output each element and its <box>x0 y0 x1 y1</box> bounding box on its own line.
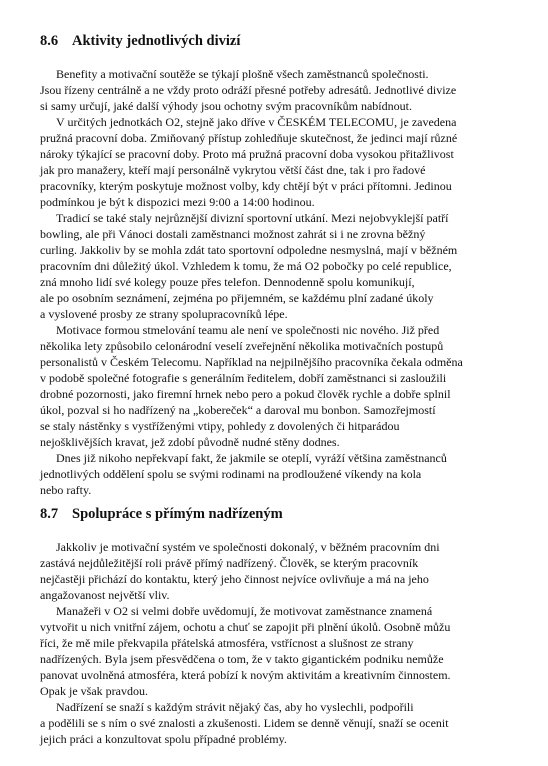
text-line: si samy určují, jaké další výhody jsou ochotny svým pracovníkům nabídnout. <box>40 99 412 113</box>
text-line: jednotlivých oddělení spolu se svými rodinami na prodloužené víkendy na kola <box>40 467 422 481</box>
text-line: nejošklivějších kravat, jež zdobí původně nudné stěny dodnes. <box>40 435 340 449</box>
text-line: nejčastěji přichází do kontaktu, který jeho činnost nejvíce ovlivňuje a má na jeho <box>40 572 429 586</box>
text-line: Dnes již nikoho nepřekvapí fakt, že jakmile se oteplí, vyráží většina zaměstnanců <box>56 451 447 465</box>
text-line: a vyslovené prosby ze strany spolupracovníků lépe. <box>40 307 288 321</box>
paragraph <box>40 699 506 747</box>
paragraph <box>40 322 506 450</box>
text-line: Benefity a motivační soutěže se týkají plošně všech zaměstnanců společnosti. <box>56 67 429 81</box>
text-line: V určitých jednotkách O2, stejně jako dříve v ČESKÉM TELECOMU, je zavedena <box>56 115 457 129</box>
paragraph <box>40 210 506 322</box>
paragraph <box>40 114 506 210</box>
text-line: zastává nejdůležitější roli právě přímý nadřízený. Člověk, se kterým pracovník <box>40 556 419 570</box>
section-title: Spolupráce s přímým nadřízeným <box>72 506 283 522</box>
section-title: Aktivity jednotlivých divizí <box>72 33 241 49</box>
text-line: curling. Jakkoliv by se mohla zdát tato sportovní odpoledne nesmyslná, mají v běžném <box>40 243 458 257</box>
text-line: drobné pozornosti, jako firemní hrnek nebo pero a pokud člověk rychle a dobře splnil <box>40 387 451 401</box>
text-line: personalistů v Českém Telecomu. Například na nejpilnějšího pracovníka čekala odměna <box>40 355 463 369</box>
section-body-8-6 <box>40 66 506 498</box>
section-heading-8-7 <box>40 506 283 523</box>
paragraph <box>40 539 506 603</box>
section-heading-8-6 <box>40 33 240 50</box>
text-line: ale po osobním seznámení, zejména po přijemném, se každému plní zadané úkoly <box>40 291 434 305</box>
text-line: Opak je však pravdou. <box>40 684 148 698</box>
text-line: jak pro manažery, kteří mají personálně vykrytou větší část dne, tak i pro řadové <box>40 163 426 177</box>
text-line: panovat uvolněná atmosféra, která pobízí k novým aktivitám a kreativním činnostem. <box>40 668 451 682</box>
text-line: říci, že mě mile překvapila přátelská atmosféra, vstřícnost a slušnost ze strany <box>40 636 414 650</box>
text-line: a podělili se s ním o své znalosti a zkušenosti. Lidem se denně věnují, snaží se ocenit <box>40 716 449 730</box>
text-line: podmínkou je být k dispozici mezi 9:00 a 14:00 hodinou. <box>40 195 315 209</box>
text-line: úkol, pozval si ho nadřízený na „kobereček“ a daroval mu bonbon. Samozřejmostí <box>40 403 436 417</box>
paragraph <box>40 66 506 114</box>
section-number: 8.7 <box>40 506 59 522</box>
text-line: angažovanost největší vliv. <box>40 588 170 602</box>
paragraph <box>40 450 506 498</box>
text-line: jejich práci a konzultovat spolu případné problémy. <box>40 732 287 746</box>
text-line: Jakkoliv je motivační systém ve společnosti dokonalý, v běžném pracovním dni <box>56 540 440 554</box>
paragraph <box>40 603 506 699</box>
text-line: Tradicí se také staly nejrůznější divizní sportovní utkání. Mezi nejobvyklejší patří <box>56 211 449 225</box>
text-line: se staly nástěnky s vystříženými vtipy, pohledy z dovolených či hitparádou <box>40 419 400 433</box>
text-line: pracovním dni důležitý úkol. Vzhledem k tomu, že má O2 pobočky po celé republice, <box>40 259 452 273</box>
text-line: zná mnoho lidí své kolegy pouze přes telefon. Dennodenně spolu komunikují, <box>40 275 415 289</box>
text-line: vytvořit u nich vnitřní zájem, ochotu a chuť se zapojit při plnění úkolů. Osobně můžu <box>40 620 451 634</box>
text-line: v podobě společné fotografie s generálním ředitelem, dobří zaměstnanci si zasloužili <box>40 371 447 385</box>
section-body-8-7 <box>40 539 506 747</box>
text-line: nároky týkající se pracovní doby. Proto má pružná pracovní doba vysokou přitažlivost <box>40 147 454 161</box>
text-line: pracovníky, kterým poskytuje možnost volby, kdy chtějí být v práci přítomni. Jedinou <box>40 179 452 193</box>
text-line: několika lety způsobilo celonárodní veselí zveřejnění několika motivačních postupů <box>40 339 444 353</box>
text-line: Nadřízení se snaží s každým strávit nějaký čas, aby ho vyslechli, podpořili <box>56 700 414 714</box>
text-line: Jsou řízeny centrálně a ne vždy proto odráží přesné potřeby adresátů. Jednotlivé divize <box>40 83 457 97</box>
text-line: Motivace formou stmelování teamu ale není ve společnosti nic nového. Již před <box>56 323 440 337</box>
text-line: nebo rafty. <box>40 483 92 497</box>
text-line: pružná pracovní doba. Zmiňovaný přístup zohledňuje skutečnost, že jedinci mají různé <box>40 131 458 145</box>
section-number: 8.6 <box>40 33 59 49</box>
text-line: bowling, ale při Vánoci dostali zaměstnanci možnost zahrát si i ne zrovna běžný <box>40 227 426 241</box>
text-line: Manažeři v O2 si velmi dobře uvědomují, že motivovat zaměstnance znamená <box>56 604 433 618</box>
text-line: nadřízených. Byla jsem přesvědčena o tom, že v takto gigantickém podniku nemůže <box>40 652 444 666</box>
